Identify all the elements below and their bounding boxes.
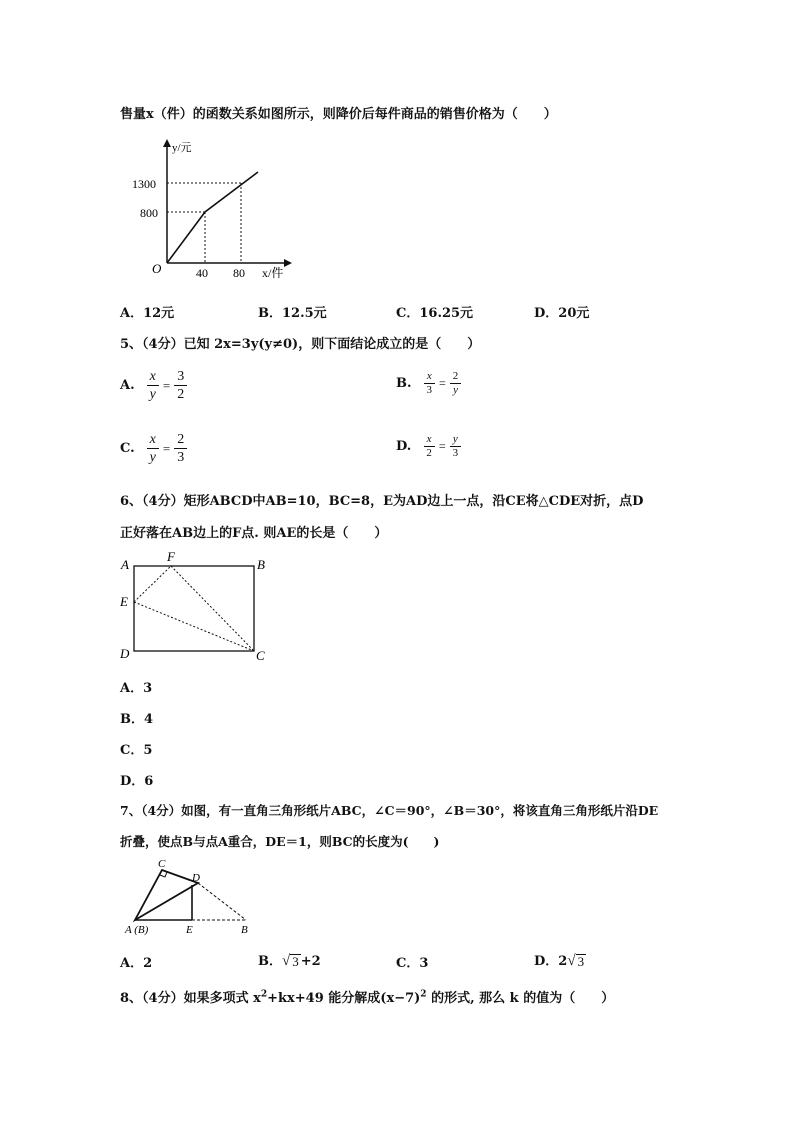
segment-ec: [134, 602, 254, 651]
segment-fc: [171, 566, 254, 651]
triangle-acd: [135, 870, 198, 920]
q7-option-d-sqrt: [567, 953, 586, 969]
q6-option-b: B．4: [120, 712, 154, 727]
q5-b-den2: y: [453, 384, 458, 396]
q7-option-b-label: B．: [258, 954, 282, 969]
q5-a-frac-left: [147, 368, 159, 403]
y-axis-label: y/元: [172, 142, 192, 154]
x-tick-80: 80: [233, 266, 245, 280]
q6-option-c: C．5: [120, 743, 153, 758]
q5-d-frac-left: [423, 433, 435, 460]
q5-b-frac-right: [450, 370, 462, 397]
q7-triangle-figure: [122, 857, 262, 937]
q6-option-d: D．6: [120, 774, 154, 789]
q5-c-den1: y: [149, 450, 156, 465]
x-axis-arrow: [284, 259, 292, 267]
q7-option-b-sqrt: [282, 953, 301, 969]
q8-exponent-1: 2: [260, 989, 268, 1000]
q5-c-eq: =: [162, 440, 171, 456]
q4-option-c: C．16.25元: [396, 306, 474, 321]
q4-graph: [132, 135, 340, 285]
q5-stem: 5、（4分）已知 2x=3y(y≠0)，则下面结论成立的是（ ）: [120, 337, 481, 352]
q5-a-den2: 2: [177, 387, 185, 402]
radical-sign: √: [282, 953, 291, 969]
q7-option-b: [258, 950, 321, 969]
q5-d-eq: =: [438, 439, 446, 453]
q5-c-den2: 3: [177, 450, 185, 465]
q4-option-d: D．20元: [534, 306, 590, 321]
label-f: F: [167, 549, 175, 564]
label-c: C: [158, 858, 166, 870]
q5-option-c: [120, 431, 187, 466]
q5-c-num2: 2: [174, 431, 187, 449]
q5-option-a-label: A.: [120, 378, 135, 393]
label-c: C: [256, 648, 265, 663]
label-e: E: [120, 594, 128, 609]
q7-option-c: C．3: [396, 956, 429, 971]
q8-stem-post: 的形式, 那么 k 的值为（ ）: [426, 991, 615, 1006]
segment-ef: [134, 566, 171, 602]
q5-a-den1: y: [149, 387, 156, 402]
q8-stem: [120, 987, 614, 1006]
q5-option-d-label: D.: [396, 439, 412, 454]
q8-exponent-2: 2: [420, 989, 427, 1000]
q5-b-num1: x: [424, 370, 435, 384]
segment-db: [198, 883, 246, 920]
x-tick-40: 40: [196, 266, 208, 280]
q7-option-d-label: D．2: [534, 954, 568, 969]
q5-a-num1: x: [147, 368, 159, 386]
y-tick-1300: 1300: [132, 177, 156, 191]
q5-b-num2: 2: [450, 370, 462, 384]
q5-d-den1: 2: [426, 447, 432, 459]
label-a-b: A (B): [125, 924, 149, 936]
q5-option-b-label: B.: [396, 376, 412, 391]
q7-option-b-tail: +2: [300, 954, 321, 969]
q5-c-num1: x: [147, 431, 159, 449]
label-b: B: [241, 924, 248, 936]
q5-option-c-label: C.: [120, 441, 135, 456]
radical-sign: √: [567, 953, 576, 969]
q4-option-a: A．12元: [120, 306, 175, 321]
label-e: E: [186, 924, 193, 936]
q4-option-b: B．12.5元: [258, 306, 327, 321]
origin-label: O: [152, 261, 162, 276]
label-a: A: [121, 557, 129, 572]
q7-option-a: A．2: [120, 956, 153, 971]
q4-intro: 售量x（件）的函数关系如图所示，则降价后每件商品的销售价格为（ ）: [120, 107, 557, 122]
q5-option-b: [396, 370, 461, 397]
y-tick-800: 800: [140, 206, 158, 220]
price-line: [167, 172, 258, 263]
label-d: D: [192, 872, 200, 884]
q7-stem-line1: 7、（4分）如图，有一直角三角形纸片ABC，∠C＝90°，∠B＝30°，将该直角三角形纸片沿DE: [120, 803, 659, 818]
q5-option-a: [120, 368, 187, 403]
q7-option-d: [534, 950, 586, 969]
q5-c-frac-right: [174, 431, 187, 466]
q7-option-b-radicand: 3: [292, 954, 299, 969]
q5-option-d: [396, 433, 461, 460]
q5-d-num1: x: [424, 433, 435, 447]
x-axis-label: x/件: [262, 266, 284, 280]
q5-a-num2: 3: [174, 368, 187, 386]
q6-option-a: A．3: [120, 681, 153, 696]
q5-d-frac-right: [450, 433, 462, 460]
q6-stem-line2: 正好落在AB边上的F点. 则AE的长是（ ）: [120, 526, 388, 541]
label-b: B: [257, 557, 265, 572]
q5-d-den2: 3: [452, 447, 459, 459]
q5-b-den1: 3: [426, 384, 433, 396]
q6-stem-line1: 6、（4分）矩形ABCD中AB=10，BC=8，E为AD边上一点，沿CE将△CDE对折，点D: [120, 494, 644, 509]
q7-stem-line2: 折叠，使点B与点A重合，DE＝1，则BC的长度为( ): [120, 834, 440, 849]
q6-rectangle-figure: [115, 550, 285, 665]
q7-option-d-radicand: 3: [577, 954, 585, 969]
q8-stem-mid: +kx+49 能分解成(x−7): [267, 991, 421, 1006]
rect-abcd: [134, 566, 254, 651]
q5-b-eq: =: [439, 376, 446, 390]
q5-a-frac-right: [174, 368, 187, 403]
q5-c-frac-left: [147, 431, 159, 466]
q8-stem-pre: 8、（4分）如果多项式 x: [120, 991, 261, 1006]
q5-a-eq: =: [162, 377, 171, 393]
label-d: D: [120, 646, 130, 661]
q5-d-num2: y: [450, 433, 461, 447]
q5-b-frac-left: [424, 370, 436, 397]
y-axis-arrow: [163, 139, 171, 147]
